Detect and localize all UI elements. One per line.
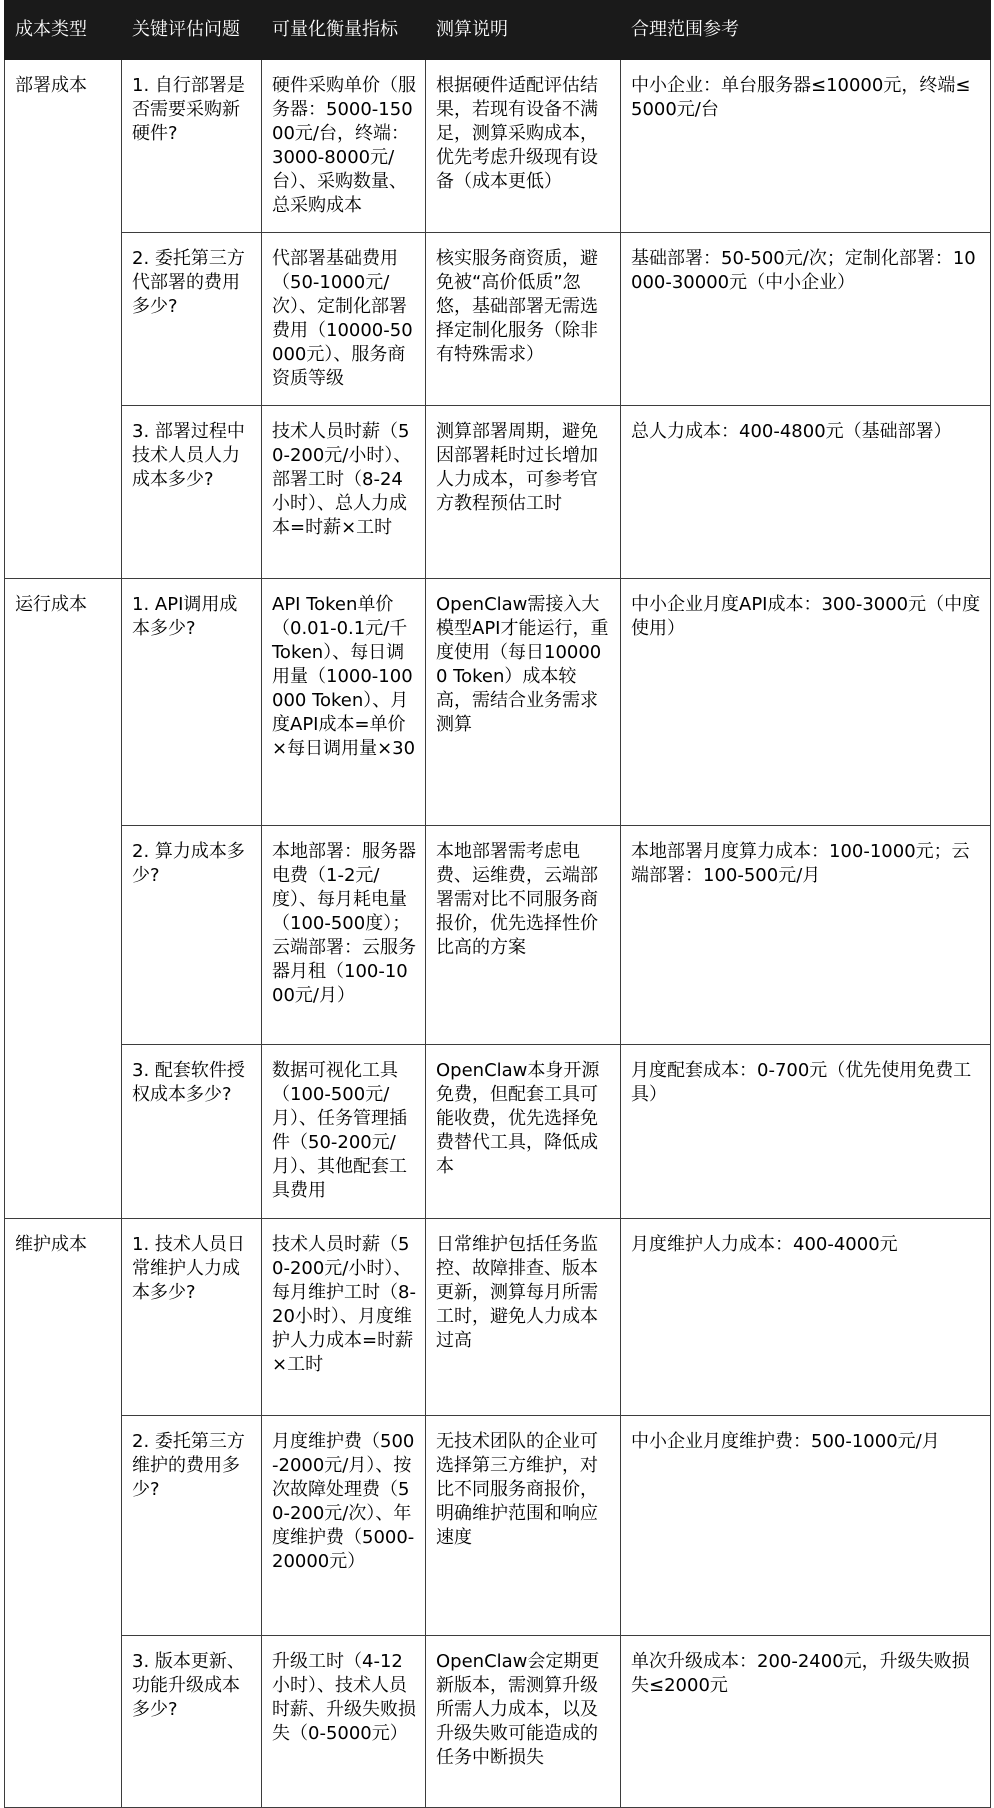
table-row (5, 406, 991, 578)
note-cell: OpenClaw会定期更新版本，需测算升级所需人力成本，以及升级失败可能造成的任务中断损失 (426, 1635, 621, 1807)
note-cell: 无技术团队的企业可选择第三方维护，对比不同服务商报价，明确维护范围和响应速度 (426, 1415, 621, 1635)
question-cell: 3. 版本更新、功能升级成本多少? (122, 1635, 262, 1807)
table-header (5, 1, 991, 60)
question-cell: 1. 技术人员日常维护人力成本多少? (122, 1218, 262, 1415)
range-cell: 本地部署月度算力成本：100-1000元；云端部署：100-500元/月 (621, 825, 991, 1045)
metric-cell: 升级工时（4-12小时）、技术人员时薪、升级失败损失（0-5000元） (262, 1635, 426, 1807)
range-cell: 中小企业月度API成本：300-3000元（中度使用） (621, 578, 991, 825)
metric-cell: 硬件采购单价（服务器：5000-15000元/台，终端：3000-8000元/台）、采购数量、总采购成本 (262, 60, 426, 233)
metric-cell: 技术人员时薪（50-200元/小时）、部署工时（8-24小时）、总人力成本=时薪×工时 (262, 406, 426, 578)
question-cell: 1. API调用成本多少? (122, 578, 262, 825)
table-row (5, 1218, 991, 1415)
range-cell: 基础部署：50-500元/次；定制化部署：10000-30000元（中小企业） (621, 233, 991, 406)
cost-type-cell: 运行成本 (5, 578, 122, 1218)
note-cell: OpenClaw本身开源免费，但配套工具可能收费，优先选择免费替代工具，降低成本 (426, 1045, 621, 1218)
header-reasonable-range: 合理范围参考 (621, 1, 991, 60)
header-key-question: 关键评估问题 (122, 1, 262, 60)
question-cell: 3. 部署过程中技术人员人力成本多少? (122, 406, 262, 578)
cost-type-cell: 维护成本 (5, 1218, 122, 1807)
range-cell: 中小企业月度维护费：500-1000元/月 (621, 1415, 991, 1635)
table-row (5, 578, 991, 825)
metric-cell: 技术人员时薪（50-200元/小时）、每月维护工时（8-20小时）、月度维护人力成本=时薪×工时 (262, 1218, 426, 1415)
note-cell: OpenClaw需接入大模型API才能运行，重度使用（每日100000 Token）成本较高，需结合业务需求测算 (426, 578, 621, 825)
metric-cell: 本地部署：服务器电费（1-2元/度）、每月耗电量（100-500度）；云端部署：云服务器月租（100-1000元/月） (262, 825, 426, 1045)
question-cell: 3. 配套软件授权成本多少? (122, 1045, 262, 1218)
metric-cell: 代部署基础费用（50-1000元/次）、定制化部署费用（10000-50000元）、服务商资质等级 (262, 233, 426, 406)
question-cell: 1. 自行部署是否需要采购新硬件? (122, 60, 262, 233)
cost-evaluation-table (4, 0, 991, 1808)
range-cell: 总人力成本：400-4800元（基础部署） (621, 406, 991, 578)
metric-cell: 数据可视化工具（100-500元/月）、任务管理插件（50-200元/月）、其他配套工具费用 (262, 1045, 426, 1218)
range-cell: 月度维护人力成本：400-4000元 (621, 1218, 991, 1415)
header-row (5, 1, 991, 60)
question-cell: 2. 委托第三方维护的费用多少? (122, 1415, 262, 1635)
note-cell: 核实服务商资质，避免被“高价低质”忽悠，基础部署无需选择定制化服务（除非有特殊需求） (426, 233, 621, 406)
range-cell: 月度配套成本：0-700元（优先使用免费工具） (621, 1045, 991, 1218)
table-row (5, 825, 991, 1045)
metric-cell: API Token单价（0.01-0.1元/千Token）、每日调用量（1000-100000 Token）、月度API成本=单价×每日调用量×30 (262, 578, 426, 825)
table-row (5, 233, 991, 406)
range-cell: 中小企业：单台服务器≤10000元，终端≤5000元/台 (621, 60, 991, 233)
table-row (5, 1415, 991, 1635)
cost-type-cell: 部署成本 (5, 60, 122, 579)
table-row (5, 1045, 991, 1218)
header-calculation-note: 测算说明 (426, 1, 621, 60)
table-row (5, 60, 991, 233)
note-cell: 日常维护包括任务监控、故障排查、版本更新，测算每月所需工时，避免人力成本过高 (426, 1218, 621, 1415)
table-body (5, 60, 991, 1808)
range-cell: 单次升级成本：200-2400元，升级失败损失≤2000元 (621, 1635, 991, 1807)
question-cell: 2. 委托第三方代部署的费用多少? (122, 233, 262, 406)
table-row (5, 1635, 991, 1807)
header-cost-type: 成本类型 (5, 1, 122, 60)
metric-cell: 月度维护费（500-2000元/月）、按次故障处理费（50-200元/次）、年度维护费（5000-20000元） (262, 1415, 426, 1635)
note-cell: 根据硬件适配评估结果，若现有设备不满足，测算采购成本，优先考虑升级现有设备（成本更低） (426, 60, 621, 233)
question-cell: 2. 算力成本多少? (122, 825, 262, 1045)
header-metric: 可量化衡量指标 (262, 1, 426, 60)
note-cell: 本地部署需考虑电费、运维费，云端部署需对比不同服务商报价，优先选择性价比高的方案 (426, 825, 621, 1045)
note-cell: 测算部署周期，避免因部署耗时过长增加人力成本，可参考官方教程预估工时 (426, 406, 621, 578)
